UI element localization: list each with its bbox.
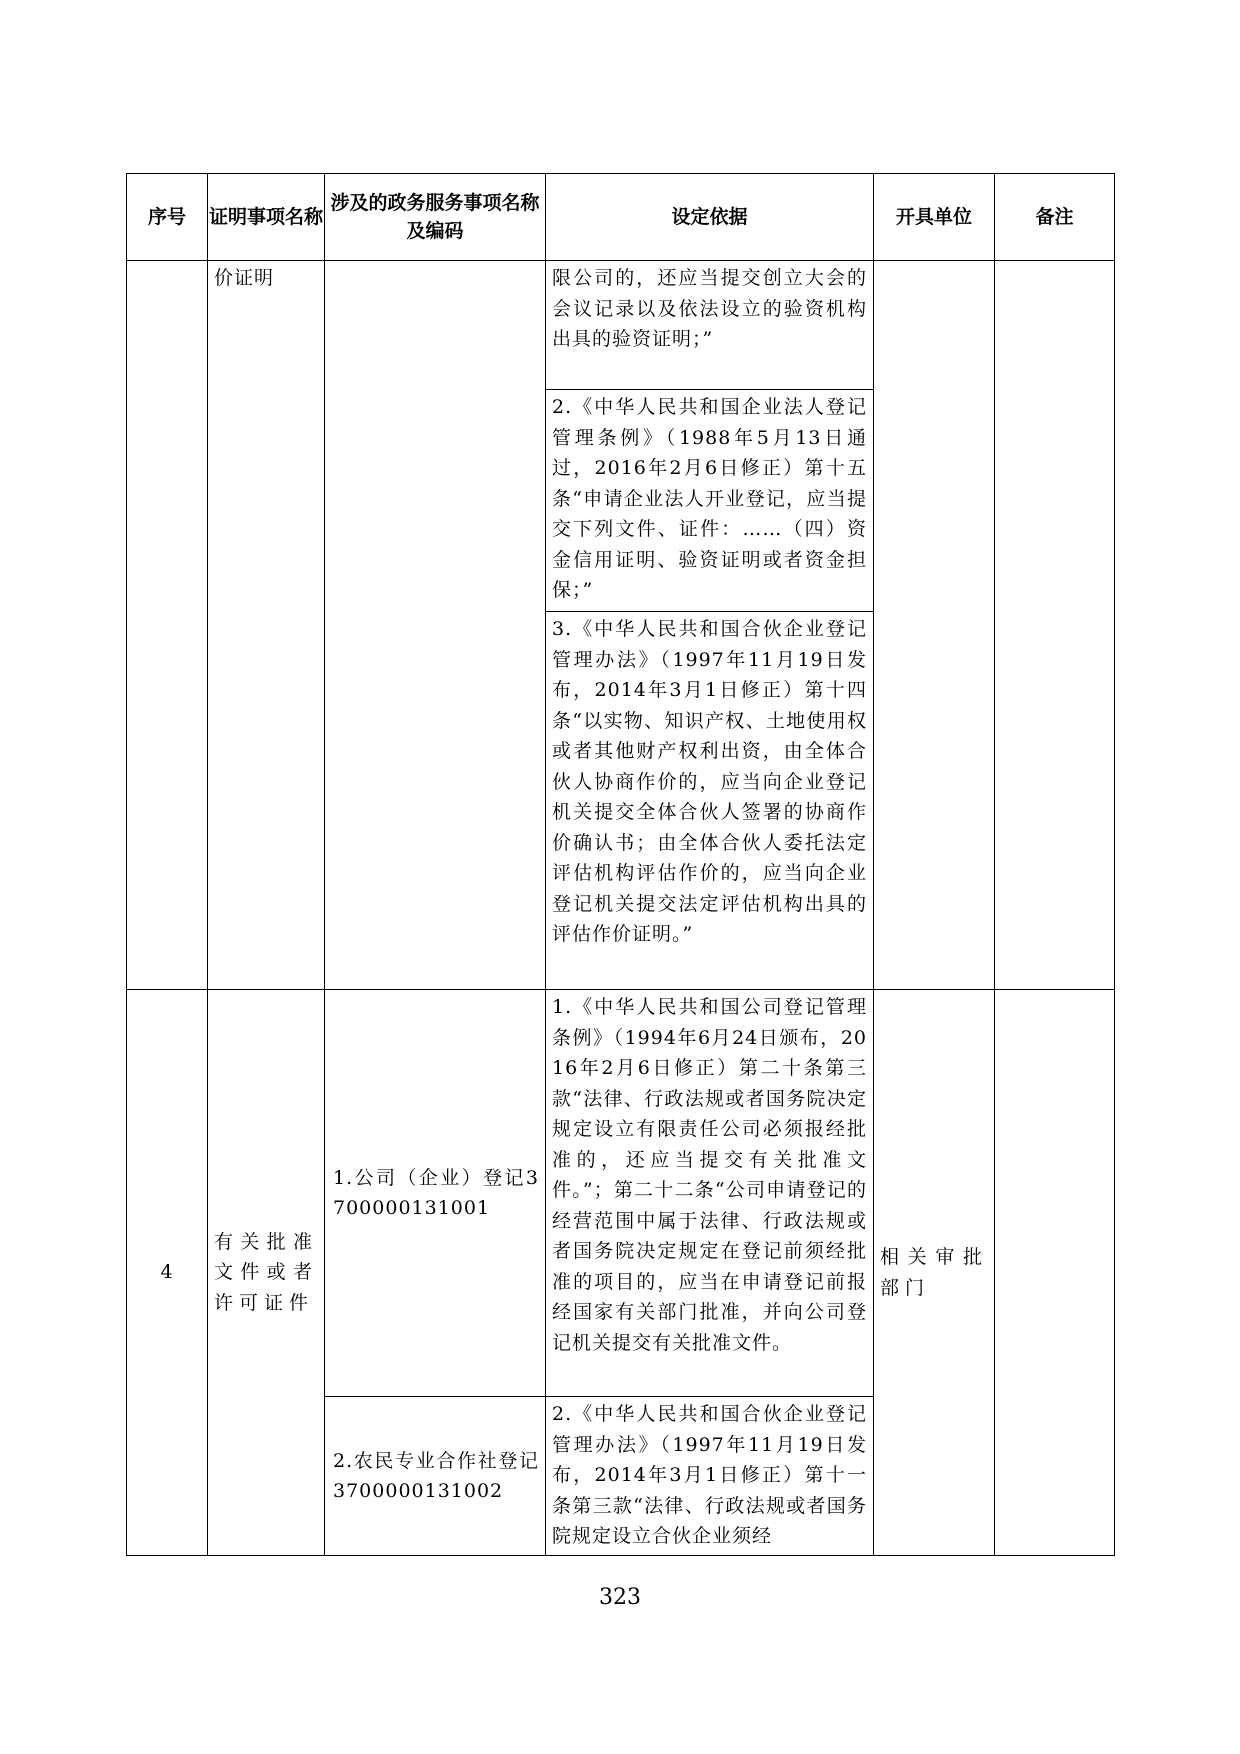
table-header-row [127, 174, 1115, 261]
header-service-items: 涉及的政务服务事项名称及编码 [325, 174, 546, 261]
cont-proof-name-cell [208, 261, 325, 990]
header-remarks: 备注 [995, 174, 1115, 261]
cont-basis-text-3: 3.《中华人民共和国合伙企业登记管理办法》（1997年11月19日发布，2014年3月1日修正）第十四条“以实物、知识产权、土地使用权或者其他财产权利出资，由全体合伙人协商作价的，应当向企业登记机关提交全体合伙人签署的协商作价确认书；由全体合伙人委托法定评估机构评估作价的，应当向企业登记机关提交法定评估机构出具的评估作价证明。” [552, 618, 867, 945]
header-seq: 序号 [127, 174, 208, 261]
row4-service-item-cell-1 [325, 990, 546, 1397]
row4-service-item-cell-2 [325, 1397, 546, 1556]
row4-basis-cell-1 [546, 990, 874, 1397]
cont-basis-cell-2 [546, 390, 874, 612]
row4-proof-name-cell [208, 990, 325, 1556]
table-row [127, 261, 1115, 390]
row4-service-item-1: 1.公司（企业）登记3700000131001 [333, 1166, 539, 1219]
row4-seq-cell [127, 990, 208, 1556]
proof-items-table [126, 173, 1115, 1556]
cont-service-items-cell [325, 261, 546, 990]
cont-seq-cell [127, 261, 208, 990]
row4-seq: 4 [160, 1261, 174, 1284]
row4-basis-text-1: 1.《中华人民共和国公司登记管理条例》（1994年6月24日颁布，2016年2月6日修正）第二十条第三款“法律、行政法规或者国务院决定规定设立有限责任公司必须报经批准的，还应当提交有关批准文件。”；第二十二条“公司申请登记的经营范围中属于法律、行政法规或者国务院决定规定在登记前须经批准的项目的，应当在申请登记前报经国家有关部门批准，并向公司登记机关提交有关批准文件。 [552, 996, 867, 1354]
table-row [127, 990, 1115, 1397]
row4-basis-cell-2 [546, 1397, 874, 1556]
row4-basis-text-2: 2.《中华人民共和国合伙企业登记管理办法》（1997年11月19日发布，2014年3月1日修正）第十一条第三款“法律、行政法规或者国务院规定设立合伙企业须经 [552, 1403, 867, 1547]
row4-issuer-cell [874, 990, 995, 1556]
cont-remarks-cell [995, 261, 1115, 990]
row4-service-item-2: 2.农民专业合作社登记3700000131002 [333, 1449, 539, 1502]
cont-basis-text-1: 限公司的，还应当提交创立大会的会议记录以及依法设立的验资机构出具的验资证明；” [552, 267, 867, 350]
cont-issuer-cell [874, 261, 995, 990]
cont-basis-cell-3 [546, 612, 874, 990]
cont-basis-cell-1 [546, 261, 874, 390]
page-number: 323 [599, 1585, 641, 1610]
cont-proof-name: 价证明 [214, 267, 275, 289]
header-proof-name: 证明事项名称 [208, 174, 325, 261]
header-issuer: 开具单位 [874, 174, 995, 261]
row4-proof-name: 有关批准文件或者许可证件 [214, 1230, 318, 1314]
row4-remarks-cell [995, 990, 1115, 1556]
row4-issuer: 相关审批部门 [880, 1246, 988, 1299]
cont-basis-text-2: 2.《中华人民共和国企业法人登记管理条例》（1988年5月13日通过，2016年2月6日修正）第十五条“申请企业法人开业登记，应当提交下列文件、证件：……（四）资金信用证明、验资证明或者资金担保；” [552, 396, 867, 601]
header-basis: 设定依据 [546, 174, 874, 261]
